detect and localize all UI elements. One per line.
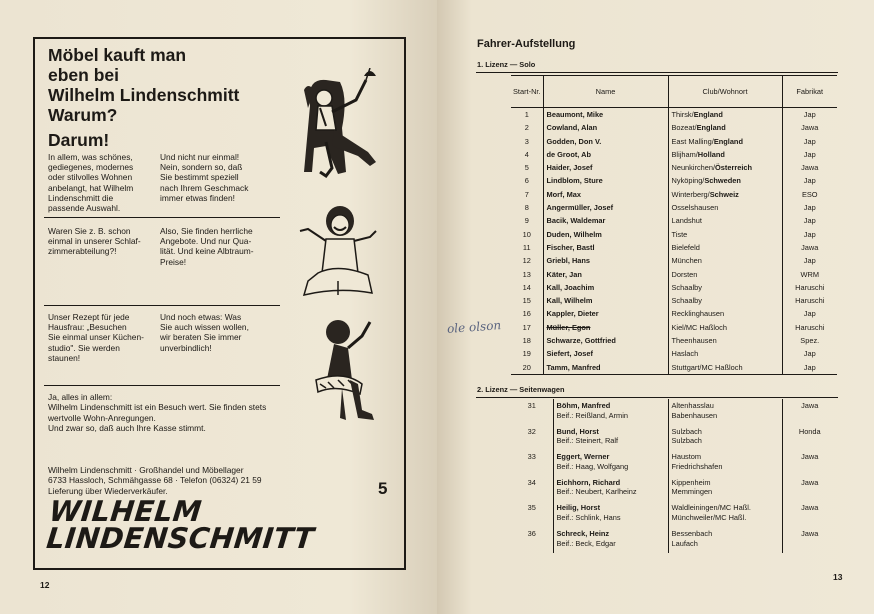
start-number: 31 xyxy=(527,401,536,410)
handwritten-note: ole olson xyxy=(446,318,502,336)
col-header-fabrikat: Fabrikat xyxy=(782,76,837,108)
start-number: 34 xyxy=(527,477,536,487)
sidecar-drivers-table xyxy=(511,399,837,553)
manufacturer: Jap xyxy=(782,361,837,375)
start-number: 17 xyxy=(522,322,531,332)
table-row xyxy=(511,241,837,254)
ad-text-block3-right: Und noch etwas: Was Sie auch wissen wollen, wir beraten Sie immer unverbindlich! xyxy=(160,312,249,353)
driver-name: Müller, Egon xyxy=(543,321,668,334)
start-number: 12 xyxy=(522,256,531,266)
club-location: Neunkirchen/Österreich xyxy=(668,161,782,174)
headline-line: Möbel kauft man xyxy=(48,45,187,65)
club-location: Sulzbach Sulzbach xyxy=(668,425,782,451)
club-location: East Malling/England xyxy=(668,135,782,148)
manufacturer: ESO xyxy=(782,188,837,201)
col-header-startnr: Start-Nr. xyxy=(511,76,543,108)
ad-text-block2-left: Waren Sie z. B. schon einmal in unserer Schlaf- zimmerabteilung?! xyxy=(48,226,141,257)
driver-pair xyxy=(553,399,668,425)
club-location: Kippenheim Memmingen xyxy=(668,476,782,502)
man-in-armchair-illustration xyxy=(296,68,396,194)
manufacturer: Jap xyxy=(782,174,837,187)
table-row xyxy=(511,294,837,307)
manufacturer: Jawa xyxy=(782,527,837,553)
headline-line: Darum! xyxy=(48,130,110,150)
start-number: 3 xyxy=(524,136,529,146)
club-location: Thirsk/England xyxy=(668,108,782,122)
driver-pair xyxy=(553,425,668,451)
table-row xyxy=(511,476,837,502)
table-row xyxy=(511,501,837,527)
start-number: 10 xyxy=(522,229,531,239)
driver-name: Lindblom, Sture xyxy=(543,174,668,187)
club-location: Altenhasslau Babenhausen xyxy=(668,399,782,425)
driver-name: Cowland, Alan xyxy=(543,121,668,134)
table-row xyxy=(511,161,837,174)
driver-pair xyxy=(553,501,668,527)
driver-name: Heilig, Horst xyxy=(556,503,601,513)
table-row xyxy=(511,254,837,267)
driver-name: Siefert, Josef xyxy=(543,347,668,360)
start-number: 13 xyxy=(522,269,531,279)
col-header-name: Name xyxy=(543,76,668,108)
start-number: 36 xyxy=(527,528,536,538)
table-row xyxy=(511,174,837,187)
club-location: Landshut xyxy=(668,214,782,227)
manufacturer: Jap xyxy=(782,108,837,122)
ad-summary: Ja, alles in allem: Wilhelm Lindenschmitt ist ein Besuch wert. Sie finden stets wertvolle Wohn-Anregungen. Und zwar so, daß auch Ihre Kasse stimmt. xyxy=(48,392,267,434)
driver-name: Böhm, Manfred xyxy=(556,401,611,410)
driver-name: Bacik, Waldemar xyxy=(543,214,668,227)
manufacturer: Jawa xyxy=(782,121,837,134)
driver-pair xyxy=(553,450,668,476)
table-row xyxy=(511,399,837,425)
start-number: 16 xyxy=(522,309,531,319)
ad-address: Wilhelm Lindenschmitt · Großhandel und Möbellager 6733 Hassloch, Schmähgasse 68 · Telefon (06324) 21 59 Lieferung über Wiederverkäufer. xyxy=(48,465,262,496)
driver-name: Kappler, Dieter xyxy=(543,307,668,320)
start-number: 8 xyxy=(524,203,529,213)
man-sitting-cross-legged-illustration xyxy=(298,203,380,303)
driver-name: Käter, Jan xyxy=(543,268,668,281)
col-header-club: Club/Wohnort xyxy=(668,76,782,108)
driver-name: Duden, Wilhelm xyxy=(543,228,668,241)
start-number: 7 xyxy=(524,189,529,199)
manufacturer: Jawa xyxy=(782,450,837,476)
driver-name: Godden, Don V. xyxy=(543,135,668,148)
headline-line: Warum? xyxy=(48,105,118,125)
start-number: 14 xyxy=(522,282,531,292)
table-row xyxy=(511,228,837,241)
club-location: Nyköping/Schweden xyxy=(668,174,782,187)
table-row xyxy=(511,121,837,134)
manufacturer: Haruschi xyxy=(782,321,837,334)
passenger-name: Beif.: Steinert, Ralf xyxy=(556,436,619,446)
manufacturer: Haruschi xyxy=(782,294,837,307)
start-number: 20 xyxy=(511,361,543,375)
woman-with-spoon-illustration xyxy=(314,318,378,422)
headline-line: eben bei xyxy=(48,65,119,85)
manufacturer: Spez. xyxy=(782,334,837,347)
divider xyxy=(44,217,280,218)
section-rule xyxy=(476,397,838,398)
driver-pair xyxy=(553,476,668,502)
table-row xyxy=(511,425,837,451)
brand-wordmark: WILHELM LINDENSCHMITT xyxy=(44,495,316,555)
club-location: Schaalby xyxy=(668,294,782,307)
section-rule xyxy=(476,72,838,73)
page-number-left: 12 xyxy=(40,580,50,590)
club-location: Osselshausen xyxy=(668,201,782,214)
manufacturer: Jap xyxy=(782,135,837,148)
manufacturer: WRM xyxy=(782,268,837,281)
start-number: 18 xyxy=(522,336,531,346)
start-number: 11 xyxy=(522,242,531,252)
driver-name: Schwarze, Gottfried xyxy=(543,334,668,347)
manufacturer: Jawa xyxy=(782,476,837,502)
divider xyxy=(44,305,280,306)
club-location: Waldleiningen/MC Haßl. Münchweiler/MC Haßl. xyxy=(668,501,782,527)
driver-name: Griebl, Hans xyxy=(543,254,668,267)
manufacturer: Jawa xyxy=(782,161,837,174)
manufacturer: Jap xyxy=(782,148,837,161)
table-row xyxy=(511,188,837,201)
driver-name: Kall, Joachim xyxy=(543,281,668,294)
start-number: 1 xyxy=(524,110,529,119)
manufacturer: Jawa xyxy=(782,501,837,527)
table-row xyxy=(511,361,837,375)
driver-name: Tamm, Manfred xyxy=(543,361,668,375)
manufacturer: Honda xyxy=(782,425,837,451)
table-row xyxy=(511,148,837,161)
start-number: 19 xyxy=(522,349,531,359)
section-label-solo: 1. Lizenz — Solo xyxy=(477,60,536,69)
table-row xyxy=(511,108,837,122)
driver-name: Kall, Wilhelm xyxy=(543,294,668,307)
start-number: 15 xyxy=(522,296,531,306)
ad-text-block1-left: In allem, was schönes, gediegenes, modernes oder stilvolles Wohnen anbelangt, hat Wilhelm Lindenschmitt die passende Auswahl. xyxy=(48,152,134,214)
club-location: Haustom Friedrichshafen xyxy=(668,450,782,476)
club-location: Kiel/MC Haßloch xyxy=(668,321,782,334)
company-logo-mark: 5 xyxy=(378,479,388,498)
table-row xyxy=(511,307,837,320)
driver-name: Eichhorn, Richard xyxy=(556,477,621,487)
table-row xyxy=(511,321,837,334)
passenger-name: Beif.: Schlink, Hans xyxy=(556,512,621,522)
club-location: Blijham/Holland xyxy=(668,148,782,161)
page-number-right: 13 xyxy=(833,572,843,582)
table-row xyxy=(511,527,837,553)
table-row xyxy=(511,347,837,360)
table-row xyxy=(511,450,837,476)
club-location: Bielefeld xyxy=(668,241,782,254)
start-number: 2 xyxy=(524,123,529,133)
manufacturer: Haruschi xyxy=(782,281,837,294)
passenger-name: Beif.: Reißland, Armin xyxy=(556,410,628,420)
start-number: 6 xyxy=(524,176,529,186)
manufacturer: Jawa xyxy=(782,241,837,254)
start-number: 35 xyxy=(527,503,536,513)
passenger-name: Beif.: Beck, Edgar xyxy=(556,538,616,548)
driver-name: Fischer, Bastl xyxy=(543,241,668,254)
club-location: Haslach xyxy=(668,347,782,360)
table-row xyxy=(511,214,837,227)
start-number: 9 xyxy=(524,216,529,226)
headline-line: Wilhelm Lindenschmitt xyxy=(48,85,240,105)
ad-headline xyxy=(48,45,308,150)
driver-pair xyxy=(553,527,668,553)
driver-name: Haider, Josef xyxy=(543,161,668,174)
club-location: Tiste xyxy=(668,228,782,241)
manufacturer: Jap xyxy=(782,347,837,360)
table-row xyxy=(511,201,837,214)
table-row xyxy=(511,281,837,294)
ad-text-block2-right: Also, Sie finden herrliche Angebote. Und nur Qua- lität. Und keine Albtraum- Preise! xyxy=(160,226,254,267)
manufacturer: Jap xyxy=(782,307,837,320)
ad-text-block1-right: Und nicht nur einmal! Nein, sondern so, daß Sie bestimmt speziell nach Ihrem Geschmack immer etwas finden! xyxy=(160,152,249,203)
driver-name: Bund, Horst xyxy=(556,426,599,436)
start-number: 33 xyxy=(527,452,536,462)
section-label-sidecar: 2. Lizenz — Seitenwagen xyxy=(477,385,565,394)
club-location: Winterberg/Schweiz xyxy=(668,188,782,201)
club-location: Stuttgart/MC Haßloch xyxy=(668,361,782,375)
manufacturer: Jap xyxy=(782,201,837,214)
club-location: München xyxy=(668,254,782,267)
club-location: Dorsten xyxy=(668,268,782,281)
driver-name: Morf, Max xyxy=(543,188,668,201)
club-location: Bessenbach Laufach xyxy=(668,527,782,553)
start-number: 5 xyxy=(524,163,529,173)
table-row xyxy=(511,135,837,148)
passenger-name: Beif.: Neubert, Karlheinz xyxy=(556,487,637,497)
manufacturer: Jap xyxy=(782,228,837,241)
passenger-name: Beif.: Haag, Wolfgang xyxy=(556,461,629,471)
start-number: 32 xyxy=(527,426,536,436)
club-location: Bozeat/England xyxy=(668,121,782,134)
driver-name: Eggert, Werner xyxy=(556,452,610,462)
club-location: Recklinghausen xyxy=(668,307,782,320)
table-row xyxy=(511,334,837,347)
manufacturer: Jap xyxy=(782,214,837,227)
driver-name: Angermüller, Josef xyxy=(543,201,668,214)
solo-drivers-table xyxy=(511,75,837,375)
ad-text-block3-left: Unser Rezept für jede Hausfrau: „Besuchen Sie einmal unser Küchen- studio". Sie werden staunen! xyxy=(48,312,144,363)
manufacturer: Jawa xyxy=(782,399,837,425)
driver-name: de Groot, Ab xyxy=(543,148,668,161)
club-location: Schaalby xyxy=(668,281,782,294)
driver-name: Beaumont, Mike xyxy=(543,108,668,122)
manufacturer: Jap xyxy=(782,254,837,267)
table-row xyxy=(511,268,837,281)
start-number: 4 xyxy=(524,149,529,159)
driver-name: Schreck, Heinz xyxy=(556,528,610,538)
page-title: Fahrer-Aufstellung xyxy=(477,38,576,50)
club-location: Theenhausen xyxy=(668,334,782,347)
divider xyxy=(44,385,280,386)
